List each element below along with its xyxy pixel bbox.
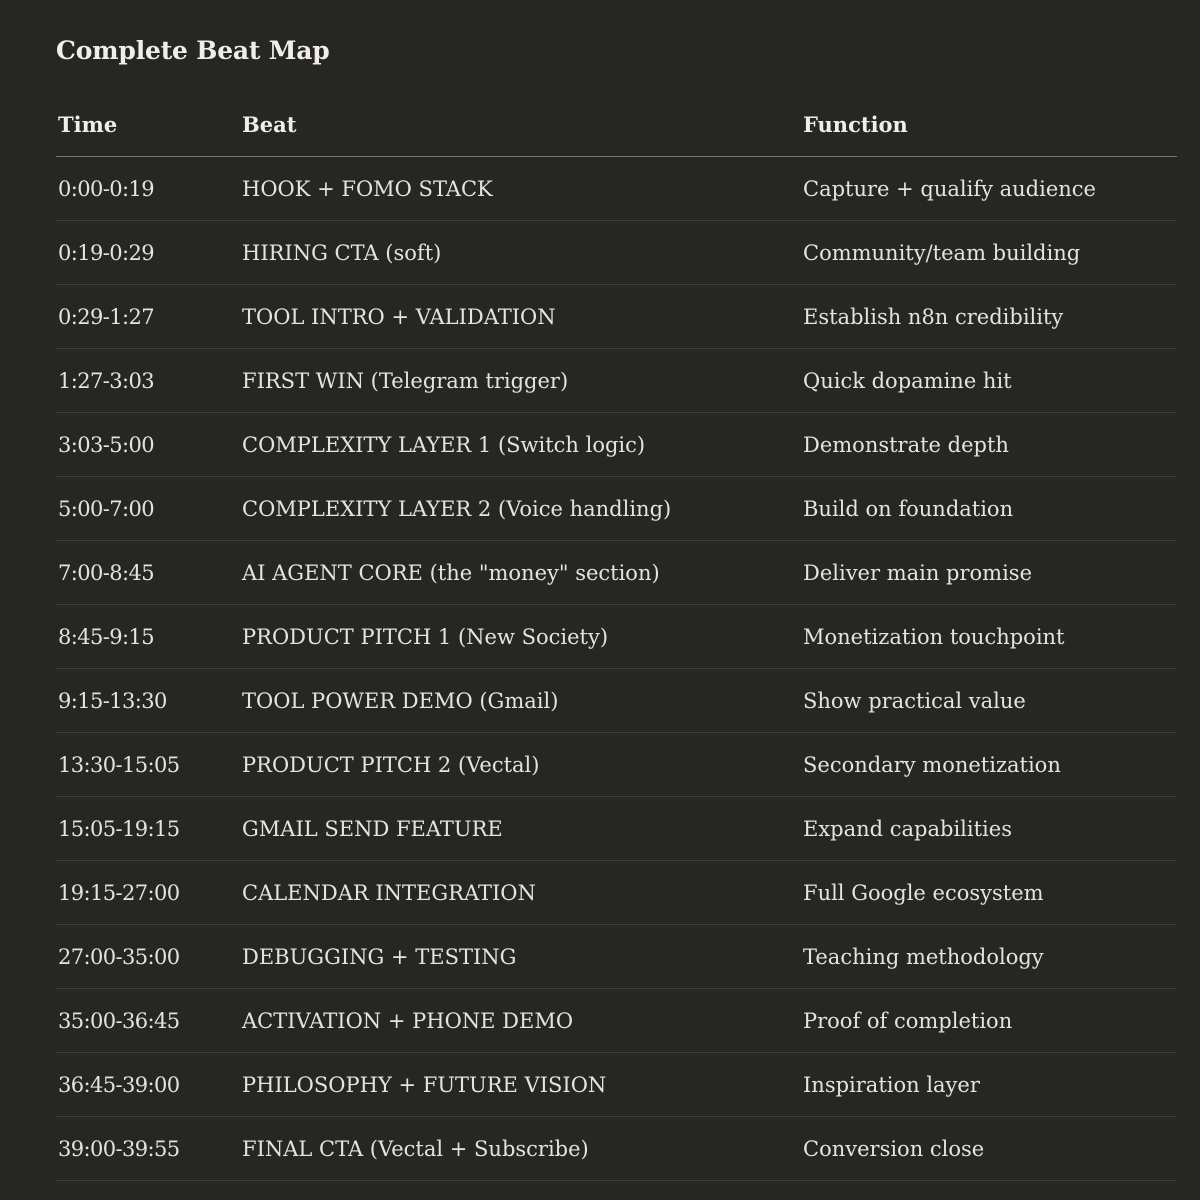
cell-function: Conversion close [801,1117,1177,1181]
cell-beat: FIRST WIN (Telegram trigger) [240,349,801,413]
table-row [56,861,1177,925]
cell-time: 1:27-3:03 [56,349,240,413]
column-header-time: Time [56,92,240,157]
table-row [56,1053,1177,1117]
cell-time: 0:19-0:29 [56,221,240,285]
cell-time: 0:00-0:19 [56,157,240,221]
cell-function: Quick dopamine hit [801,349,1177,413]
cell-time: 19:15-27:00 [56,861,240,925]
section-heading: Complete Beat Map [56,36,330,65]
cell-beat: PRODUCT PITCH 1 (New Society) [240,605,801,669]
cell-time: 15:05-19:15 [56,797,240,861]
table-row [56,669,1177,733]
cell-time: 36:45-39:00 [56,1053,240,1117]
cell-beat: GMAIL SEND FEATURE [240,797,801,861]
table-row [56,605,1177,669]
cell-function: Inspiration layer [801,1053,1177,1117]
cell-beat: TOOL INTRO + VALIDATION [240,285,801,349]
cell-function: Expand capabilities [801,797,1177,861]
cell-function: Community/team building [801,221,1177,285]
cell-time: 13:30-15:05 [56,733,240,797]
cell-beat: COMPLEXITY LAYER 2 (Voice handling) [240,477,801,541]
table-header-row [56,92,1177,157]
cell-beat: ACTIVATION + PHONE DEMO [240,989,801,1053]
table-row [56,413,1177,477]
table-row [56,989,1177,1053]
cell-function: Capture + qualify audience [801,157,1177,221]
cell-time: 39:00-39:55 [56,1117,240,1181]
cell-time: 7:00-8:45 [56,541,240,605]
cell-function: Proof of completion [801,989,1177,1053]
table-row [56,157,1177,221]
cell-time: 8:45-9:15 [56,605,240,669]
table-row [56,1117,1177,1181]
cell-beat: CALENDAR INTEGRATION [240,861,801,925]
table-row [56,349,1177,413]
cell-function: Establish n8n credibility [801,285,1177,349]
cell-function: Build on foundation [801,477,1177,541]
cell-time: 27:00-35:00 [56,925,240,989]
table-row [56,925,1177,989]
cell-function: Demonstrate depth [801,413,1177,477]
column-header-beat: Beat [240,92,801,157]
cell-beat: HIRING CTA (soft) [240,221,801,285]
table-row [56,797,1177,861]
table-row [56,477,1177,541]
cell-time: 0:29-1:27 [56,285,240,349]
cell-beat: DEBUGGING + TESTING [240,925,801,989]
cell-function: Monetization touchpoint [801,605,1177,669]
cell-function: Secondary monetization [801,733,1177,797]
cell-function: Show practical value [801,669,1177,733]
table-row [56,733,1177,797]
column-header-function: Function [801,92,1177,157]
cell-time: 5:00-7:00 [56,477,240,541]
cell-time: 9:15-13:30 [56,669,240,733]
cell-beat: COMPLEXITY LAYER 1 (Switch logic) [240,413,801,477]
cell-function: Full Google ecosystem [801,861,1177,925]
cell-time: 3:03-5:00 [56,413,240,477]
cell-time: 35:00-36:45 [56,989,240,1053]
cell-beat: PRODUCT PITCH 2 (Vectal) [240,733,801,797]
cell-beat: HOOK + FOMO STACK [240,157,801,221]
table-row [56,541,1177,605]
table-row [56,285,1177,349]
cell-beat: AI AGENT CORE (the "money" section) [240,541,801,605]
beat-map-table [56,92,1177,1181]
cell-beat: FINAL CTA (Vectal + Subscribe) [240,1117,801,1181]
cell-function: Teaching methodology [801,925,1177,989]
cell-function: Deliver main promise [801,541,1177,605]
cell-beat: TOOL POWER DEMO (Gmail) [240,669,801,733]
cell-beat: PHILOSOPHY + FUTURE VISION [240,1053,801,1117]
table-row [56,221,1177,285]
